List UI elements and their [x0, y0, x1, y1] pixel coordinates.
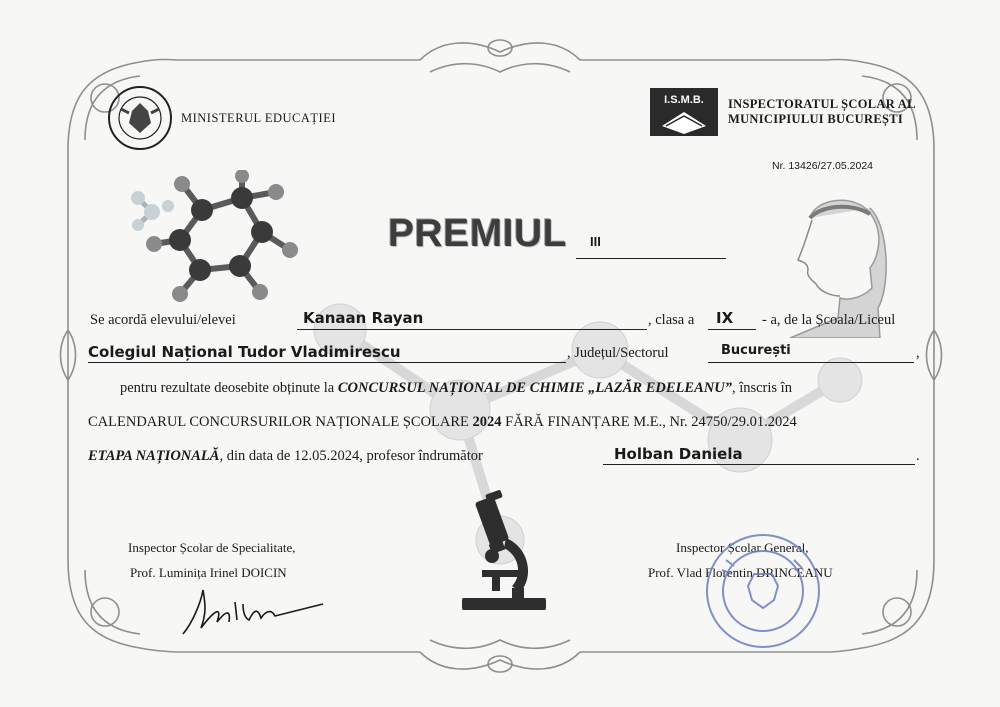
right-signatory-name: Prof. Vlad Florentin DRINCEANU: [648, 565, 833, 580]
left-signatory-role: Inspector Școlar de Specialitate,: [128, 540, 296, 555]
line-school-label: - a, de la Școala/Liceul: [762, 312, 896, 328]
registration-number: Nr. 13426/27.05.2024: [772, 160, 874, 172]
award-title: PREMIUL: [388, 212, 567, 255]
official-stamp-icon: [702, 530, 824, 652]
inspectorate-header: [648, 86, 916, 138]
line-student-prefix: Se acordă elevului/elevei: [90, 312, 236, 328]
line-county-label: , Județul/Sectorul: [567, 345, 669, 361]
teacher-name: Holban Daniela: [614, 445, 743, 463]
right-signatory-role: Inspector Școlar General,: [676, 540, 809, 555]
handwritten-signature: [173, 582, 333, 642]
left-signatory-name: Prof. Luminița Irinel DOICIN: [130, 565, 287, 580]
molecule-illustration: [110, 170, 310, 310]
line5-end: .: [916, 448, 920, 464]
county-value: București: [721, 343, 791, 358]
inspectorate-label: INSPECTORATUL ȘCOLAR AL MUNICIPIULUI BUCUREȘTI: [728, 97, 916, 126]
student-name: Kanaan Rayan: [303, 309, 424, 327]
line-stage: ETAPA NAȚIONALĂ, din data de 12.05.2024, profesor îndrumător: [88, 448, 483, 464]
line-calendar: CALENDARUL CONCURSURILOR NAȚIONALE ȘCOLARE 2024 FĂRĂ FINANȚARE M.E., Nr. 24750/29.01.2024: [88, 414, 797, 430]
line-contest: pentru rezultate deosebite obținute la CONCURSUL NAȚIONAL DE CHIMIE „LAZĂR EDELEANU”, înscris în: [120, 380, 792, 396]
ministry-label: MINISTERUL EDUCAȚIEI: [181, 110, 337, 125]
ministry-header: [107, 85, 336, 151]
stage-label: ETAPA NAȚIONALĂ: [88, 448, 220, 464]
line2-end: ,: [916, 345, 920, 361]
line-class-label: , clasa a: [648, 312, 695, 328]
svg-text:I.S.M.B.: I.S.M.B.: [664, 94, 704, 106]
contest-name: CONCURSUL NAȚIONAL DE CHIMIE „LAZĂR EDELEANU”: [337, 380, 732, 396]
microscope-icon: [456, 488, 552, 626]
school-name: Colegiul Național Tudor Vladimirescu: [88, 343, 401, 361]
class-value: IX: [716, 309, 734, 327]
government-seal-icon: [107, 85, 173, 151]
ismb-logo-icon: [648, 86, 720, 138]
prize-value: III: [590, 234, 601, 249]
